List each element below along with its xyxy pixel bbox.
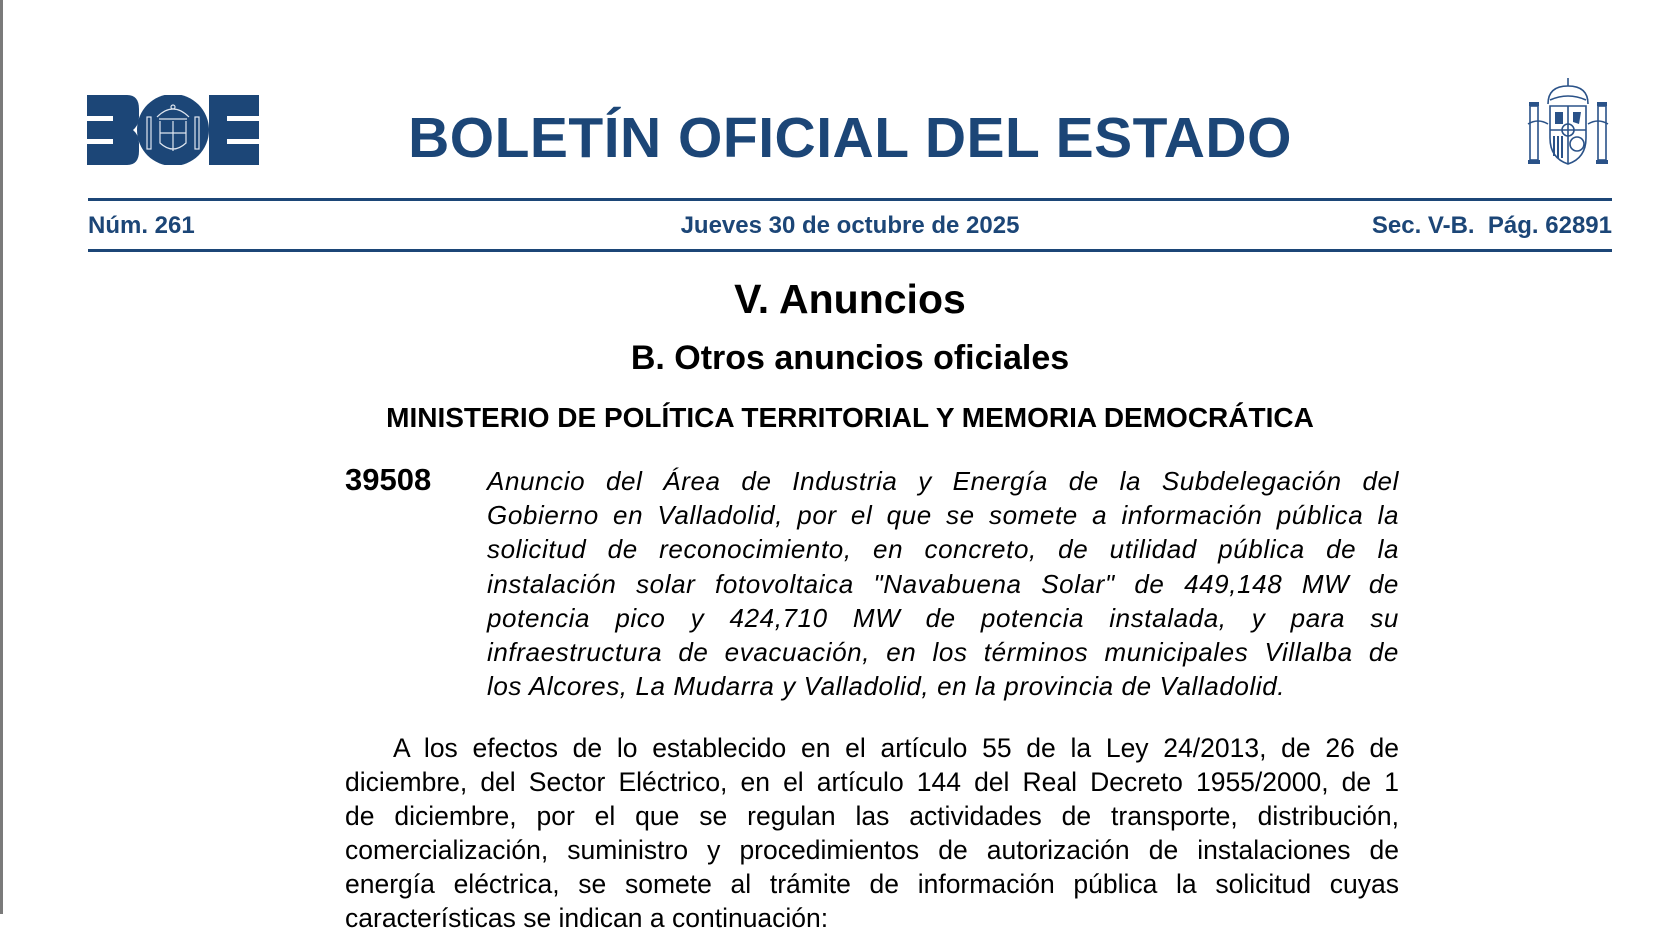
- subsection-heading: B. Otros anuncios oficiales: [630, 339, 1070, 377]
- announcement-title-line: los Alcores, La Mudarra y Valladolid, en la provincia de Valladolid.: [487, 671, 1286, 702]
- body-line: características se indican a continuación:: [345, 903, 829, 933]
- issue-number: Núm. 261: [88, 212, 195, 239]
- announcement-title-line: Anuncio del Área de Industria y Energía de la Subdelegación del: [487, 466, 1399, 496]
- body-line: comercialización, suministro y procedimientos de autorización de instalaciones de: [345, 835, 1399, 865]
- issue-date: Jueves 30 de octubre de 2025: [680, 212, 1020, 239]
- section-page: Sec. V-B. Pág. 62891: [1371, 212, 1612, 239]
- boe-logo: [87, 95, 259, 165]
- spanish-coat-of-arms-icon: [1526, 78, 1610, 168]
- announcement-title-line: solicitud de reconocimiento, en concreto, de utilidad pública de la: [487, 534, 1399, 565]
- announcement-title-line: potencia pico y 424,710 MW de potencia instalada, y para su: [487, 602, 1399, 633]
- masthead-title: BOLETÍN OFICIAL DEL ESTADO: [408, 106, 1292, 170]
- announcement-title-line: infraestructura de evacuación, en los términos municipales Villalba de: [487, 636, 1399, 667]
- announcement-title-line: instalación solar fotovoltaica "Navabuena Solar" de 449,148 MW de: [487, 568, 1399, 599]
- header-rule-top: [88, 198, 1612, 201]
- announcement-title: [487, 464, 1399, 703]
- boe-logo-icon: [87, 95, 259, 165]
- announcement-title-line: Gobierno en Valladolid, por el que se somete a información pública la: [487, 500, 1399, 531]
- body-line: diciembre, del Sector Eléctrico, en el artículo 144 del Real Decreto 1955/2000, de 1: [345, 767, 1399, 797]
- ministry-heading: MINISTERIO DE POLÍTICA TERRITORIAL Y MEMORIA DEMOCRÁTICA: [386, 402, 1314, 433]
- header-rule-bottom: [88, 249, 1612, 252]
- section-heading: V. Anuncios: [734, 276, 966, 322]
- body-line: energía eléctrica, se somete al trámite de información pública la solicitud cuyas: [345, 869, 1399, 899]
- announcement-body: [345, 731, 1399, 935]
- viewer-left-border: [0, 0, 3, 914]
- body-line: de diciembre, por el que se regulan las actividades de transporte, distribución,: [345, 801, 1399, 831]
- announcement-number: 39508: [345, 462, 432, 497]
- body-line: A los efectos de lo establecido en el artículo 55 de la Ley 24/2013, de 26 de: [393, 733, 1399, 763]
